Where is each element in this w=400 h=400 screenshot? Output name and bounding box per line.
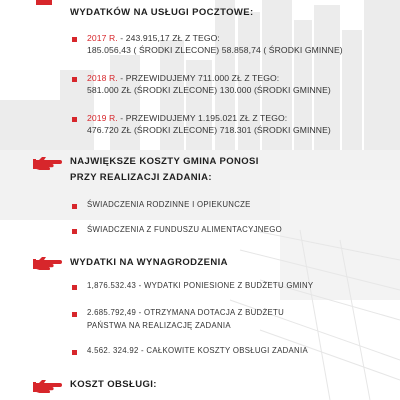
square-bullet-icon — [72, 117, 77, 122]
accent-mark — [36, 0, 52, 5]
square-bullet-icon — [72, 204, 77, 209]
year-label: 2019 R. — [87, 113, 118, 123]
section4-heading: KOSZT OBSŁUGI: — [70, 379, 157, 390]
square-bullet-icon — [72, 350, 77, 355]
section1-item-1-line2: 185.056,43 ( ŚRODKI ZLECONE) 58.858,74 ( ŚRODKI GMINNE) — [87, 45, 343, 55]
section3-item-1-line1: 1,876.532.43 - WYDATKI PONIESIONE Z BUDŻETU GMINY — [87, 281, 314, 290]
pointing-hand-icon — [33, 254, 63, 270]
section3-item-2-line1: 2.685.792,49 - OTRZYMANA DOTACJA Z BUDŻETU — [87, 308, 285, 317]
item-text: - 243.915,17 ZŁ Z TEGO: — [117, 33, 220, 43]
pointing-hand-icon — [33, 377, 63, 393]
year-label: 2018 R. — [87, 73, 118, 83]
section1-item-2-line2: 581.000 ZŁ (ŚRODKI ZLECONE) 130.000 (ŚRODKI GMINNE) — [87, 85, 331, 95]
section3-heading: WYDATKI NA WYNAGRODZENIA — [70, 257, 228, 268]
section2-heading-line1: NAJWIĘKSZE KOSZTY GMINA PONOSI — [70, 156, 259, 167]
section2-heading-line2: PRZY REALIZACJI ZADANIA: — [70, 172, 212, 183]
section1-item-1-line1 — [87, 32, 220, 44]
item-text: - PRZEWIDUJEMY 1.195.021 ZŁ Z TEGO: — [117, 113, 288, 123]
square-bullet-icon — [72, 37, 77, 42]
square-bullet-icon — [72, 229, 77, 234]
section1-heading: WYDATKÓW NA USŁUGI POCZTOWE: — [70, 7, 254, 18]
square-bullet-icon — [72, 285, 77, 290]
section3-item-2-line2: PAŃSTWA NA REALIZACJĘ ZADANIA — [87, 321, 231, 330]
section1-item-3-line1 — [87, 112, 287, 124]
pointing-hand-icon — [33, 154, 63, 170]
item-text: - PRZEWIDUJEMY 711.000 ZŁ Z TEGO: — [117, 73, 280, 83]
section1-item-2-line1 — [87, 72, 279, 84]
section2-item-1: ŚWIADCZENIA RODZINNE I OPIEKUNCZE — [87, 200, 251, 209]
section3-item-3-line1: 4.562. 324.92 - CAŁKOWITE KOSZTY OBSŁUGI ZADANIA — [87, 346, 308, 355]
section2-item-2: ŚWIADCZENIA Z FUNDUSZU ALIMENTACYJNEGO — [87, 225, 282, 234]
section1-item-3-line2: 476.720 ZŁ (ŚRODKI ZLECONE) 718.301 (ŚRODKI GMINNE) — [87, 125, 331, 135]
square-bullet-icon — [72, 77, 77, 82]
year-label: 2017 R. — [87, 33, 118, 43]
square-bullet-icon — [72, 312, 77, 317]
